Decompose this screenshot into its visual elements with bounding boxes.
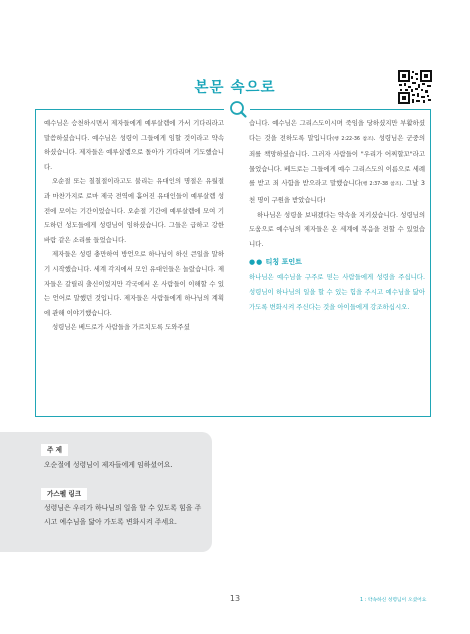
theme-tag: 주 제 bbox=[41, 444, 68, 456]
page-title: 본문 속으로 bbox=[194, 80, 276, 96]
teaching-point-label: 티칭 포인트 bbox=[265, 258, 302, 267]
qr-code-icon bbox=[398, 70, 432, 104]
body-column-right bbox=[249, 116, 425, 314]
body-paragraph: 제자들은 성령 충만하여 방언으로 하나님이 하신 큰일을 말하기 시작했습니다. 세계 각지에서 모인 유대인들은 놀랐습니다. 제자들은 갈릴리 출신이었지만 각국에서 온 사람들이 이해할 수 있는 언어로 말했던 것입니다. 제자들은 사람들에게 하나님의 계획에 관해 이야기했습니다. bbox=[44, 250, 224, 317]
scripture-reference: (행 2:22-36 참조) bbox=[332, 136, 374, 142]
body-paragraph bbox=[249, 116, 425, 208]
running-footer: 1 : 약속하신 성령님이 오셨어요 bbox=[360, 598, 427, 603]
bullet-dots-icon: ●● bbox=[249, 258, 264, 267]
teaching-point-heading bbox=[249, 255, 425, 270]
body-text: . 성령님은 군중의 죄를 책망하셨습니다. 그러자 사람들이 "우리가 어찌할꼬"라고 물었습니다. 베드로는 그들에게 예수 그리스도의 이름으로 세례를 받고 죄 사함을 받으라고 말했습니다 bbox=[249, 133, 425, 188]
body-column-left bbox=[44, 116, 224, 335]
gospel-link-text: 성령님은 우리가 하나님의 일을 할 수 있도록 힘을 주시고 예수님을 닮아 가도록 변화시켜 주세요. bbox=[44, 504, 202, 526]
body-paragraph: 예수님은 승천하시면서 제자들에게 예루살렘에 가서 기다리라고 말씀하셨습니다. 예수님은 성령이 그들에게 임할 것이라고 약속하셨습니다. 제자들은 예루살렘으로 돌아가 기다리며 기도했습니다. bbox=[44, 119, 224, 171]
body-text: . 그날 3천 명이 구원을 받았습니다! bbox=[249, 179, 425, 204]
body-paragraph: 오순절 또는 칠칠절이라고도 불리는 유대인의 명절은 유월절과 마찬가지로 로마 제국 전역에 흩어진 유대인들이 예루살렘 성전에 모이는 기간이었습니다. 오순절 기간에 예루살렘에 모여 기도하던 성도들에게 성령님이 임하셨습니다. 그들은 급하고 강한 바람 같은 소리를 들었습니다. bbox=[44, 177, 224, 244]
body-paragraph: 하나님은 성령을 보내겠다는 약속을 지키셨습니다. 성령님의 도움으로 예수님의 제자들은 온 세계에 복음을 전할 수 있었습니다. bbox=[249, 210, 425, 248]
gospel-link-tag: 가스펠 링크 bbox=[41, 488, 87, 500]
page-number: 13 bbox=[229, 594, 241, 603]
scripture-reference: (행 2:37-38 참조) bbox=[360, 182, 402, 188]
magnifier-icon bbox=[226, 99, 248, 119]
body-paragraph: 성령님은 베드로가 사람들을 가르치도록 도와주셨 bbox=[52, 323, 190, 332]
body-text: 습니다. 예수님은 그리스도이시며 죽임을 당하셨지만 부활하셨다는 것을 전하도록 말입니다 bbox=[249, 119, 425, 142]
theme-text: 오순절에 성령님이 제자들에게 임하셨어요. bbox=[44, 461, 173, 469]
teaching-point-text: 하나님은 예수님을 구주로 믿는 사람들에게 성령을 주십니다. 성령님이 하나님의 일을 할 수 있는 힘을 주시고 예수님을 닮아가도록 변화시켜 주신다는 것을 아이들에게 강조하십시오. bbox=[249, 273, 425, 311]
summary-box bbox=[0, 432, 212, 552]
